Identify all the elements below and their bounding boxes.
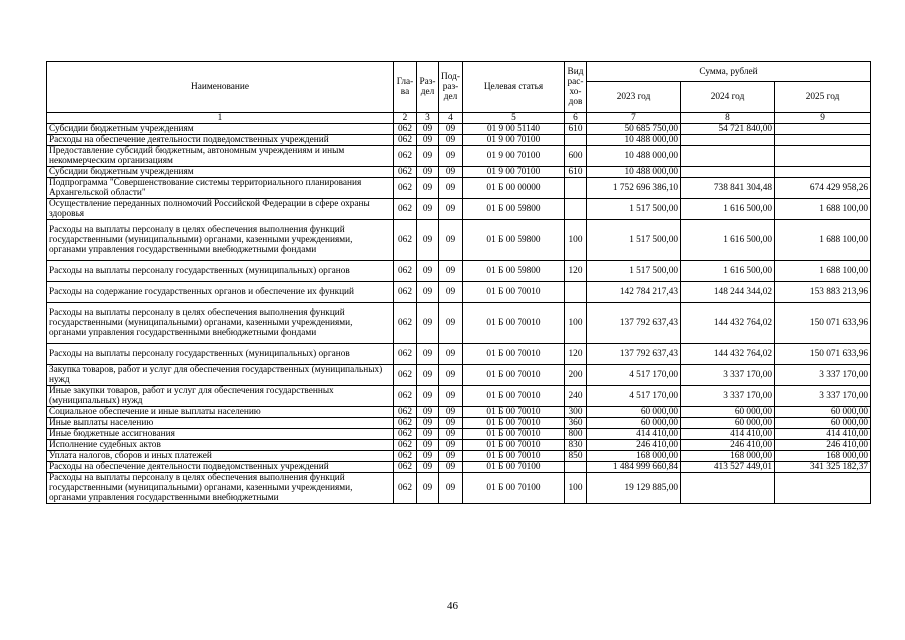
row-glava: 062 [394, 282, 417, 303]
row-podrazdel: 09 [439, 282, 463, 303]
row-vid: 800 [565, 429, 587, 440]
header-row-main [47, 62, 871, 82]
row-razdel: 09 [417, 440, 439, 451]
row-razdel: 09 [417, 282, 439, 303]
table-row [47, 440, 871, 451]
row-glava: 062 [394, 440, 417, 451]
row-sum-2024: 144 432 764,02 [681, 344, 775, 365]
row-celevaya: 01 9 00 70100 [463, 135, 565, 146]
header-razdel: Раз-дел [417, 62, 439, 113]
table-row [47, 473, 871, 504]
page-number: 46 [447, 600, 458, 612]
row-podrazdel: 09 [439, 386, 463, 407]
header-year-2024: 2024 год [681, 82, 775, 113]
row-sum-2023: 4 517 170,00 [587, 386, 681, 407]
row-sum-2024: 738 841 304,48 [681, 178, 775, 199]
header-glava: Гла-ва [394, 62, 417, 113]
table-row [47, 178, 871, 199]
row-podrazdel: 09 [439, 261, 463, 282]
table-row [47, 451, 871, 462]
row-sum-2025: 246 410,00 [775, 440, 871, 451]
column-number: 5 [463, 113, 565, 124]
row-podrazdel: 09 [439, 220, 463, 261]
row-celevaya: 01 Б 00 70010 [463, 344, 565, 365]
row-razdel: 09 [417, 418, 439, 429]
table-row [47, 386, 871, 407]
row-razdel: 09 [417, 451, 439, 462]
row-sum-2025 [775, 146, 871, 167]
row-razdel: 09 [417, 146, 439, 167]
row-vid: 610 [565, 124, 587, 135]
row-razdel: 09 [417, 178, 439, 199]
table-row [47, 429, 871, 440]
column-number: 7 [587, 113, 681, 124]
row-sum-2023: 137 792 637,43 [587, 303, 681, 344]
row-celevaya: 01 Б 00 70010 [463, 418, 565, 429]
row-vid: 360 [565, 418, 587, 429]
row-name: Закупка товаров, работ и услуг для обеспечения государственных (муниципальных) нужд [47, 365, 394, 386]
row-podrazdel: 09 [439, 440, 463, 451]
row-celevaya: 01 Б 00 59800 [463, 220, 565, 261]
row-glava: 062 [394, 167, 417, 178]
row-sum-2024 [681, 146, 775, 167]
row-razdel: 09 [417, 386, 439, 407]
row-celevaya: 01 Б 00 70100 [463, 473, 565, 504]
row-celevaya: 01 Б 00 70010 [463, 303, 565, 344]
row-razdel: 09 [417, 462, 439, 473]
row-glava: 062 [394, 199, 417, 220]
row-sum-2025: 674 429 958,26 [775, 178, 871, 199]
row-name: Иные закупки товаров, работ и услуг для обеспечения государственных (муниципальных) нужд [47, 386, 394, 407]
row-podrazdel: 09 [439, 462, 463, 473]
row-sum-2023: 168 000,00 [587, 451, 681, 462]
row-razdel: 09 [417, 344, 439, 365]
row-razdel: 09 [417, 124, 439, 135]
row-sum-2025: 414 410,00 [775, 429, 871, 440]
row-celevaya: 01 Б 00 00000 [463, 178, 565, 199]
row-sum-2023: 4 517 170,00 [587, 365, 681, 386]
row-razdel: 09 [417, 365, 439, 386]
row-razdel: 09 [417, 303, 439, 344]
row-vid: 200 [565, 365, 587, 386]
row-celevaya: 01 9 00 70100 [463, 167, 565, 178]
row-sum-2023: 137 792 637,43 [587, 344, 681, 365]
row-celevaya: 01 9 00 70100 [463, 146, 565, 167]
row-vid [565, 135, 587, 146]
row-name: Расходы на обеспечение деятельности подведомственных учреждений [47, 462, 394, 473]
row-podrazdel: 09 [439, 418, 463, 429]
row-sum-2024: 3 337 170,00 [681, 386, 775, 407]
row-sum-2024 [681, 473, 775, 504]
table-row [47, 462, 871, 473]
row-razdel: 09 [417, 135, 439, 146]
row-celevaya: 01 Б 00 70100 [463, 462, 565, 473]
row-sum-2025: 3 337 170,00 [775, 365, 871, 386]
table-row [47, 407, 871, 418]
row-sum-2024: 1 616 500,00 [681, 220, 775, 261]
column-number: 1 [47, 113, 394, 124]
row-name: Предоставление субсидий бюджетным, автономным учреждениям и иным некоммерческим организациям [47, 146, 394, 167]
row-sum-2023: 1 517 500,00 [587, 220, 681, 261]
table-row [47, 135, 871, 146]
row-sum-2025: 341 325 182,37 [775, 462, 871, 473]
row-sum-2024 [681, 167, 775, 178]
row-vid: 100 [565, 220, 587, 261]
row-vid [565, 282, 587, 303]
row-glava: 062 [394, 418, 417, 429]
table-row [47, 199, 871, 220]
row-celevaya: 01 Б 00 70010 [463, 429, 565, 440]
row-sum-2024: 144 432 764,02 [681, 303, 775, 344]
budget-table [46, 61, 871, 504]
column-number: 9 [775, 113, 871, 124]
row-sum-2024: 54 721 840,00 [681, 124, 775, 135]
row-razdel: 09 [417, 429, 439, 440]
row-glava: 062 [394, 220, 417, 261]
row-podrazdel: 09 [439, 473, 463, 504]
row-sum-2023: 1 517 500,00 [587, 261, 681, 282]
row-name: Социальное обеспечение и иные выплаты населению [47, 407, 394, 418]
row-celevaya: 01 Б 00 70010 [463, 282, 565, 303]
row-celevaya: 01 Б 00 59800 [463, 261, 565, 282]
row-sum-2023: 414 410,00 [587, 429, 681, 440]
row-podrazdel: 09 [439, 451, 463, 462]
row-sum-2023: 142 784 217,43 [587, 282, 681, 303]
row-glava: 062 [394, 451, 417, 462]
row-sum-2025: 150 071 633,96 [775, 344, 871, 365]
row-glava: 062 [394, 407, 417, 418]
table-row [47, 365, 871, 386]
row-sum-2025: 1 688 100,00 [775, 199, 871, 220]
row-celevaya: 01 Б 00 70010 [463, 440, 565, 451]
header-summa: Сумма, рублей [587, 62, 871, 82]
row-razdel: 09 [417, 261, 439, 282]
row-sum-2023: 60 000,00 [587, 407, 681, 418]
row-sum-2024: 168 000,00 [681, 451, 775, 462]
row-name: Осуществление переданных полномочий Российской Федерации в сфере охраны здоровья [47, 199, 394, 220]
row-sum-2024: 60 000,00 [681, 407, 775, 418]
row-glava: 062 [394, 462, 417, 473]
header-name: Наименование [47, 62, 394, 113]
row-sum-2023: 1 752 696 386,10 [587, 178, 681, 199]
row-sum-2024: 148 244 344,02 [681, 282, 775, 303]
row-razdel: 09 [417, 220, 439, 261]
row-sum-2023: 10 488 000,00 [587, 146, 681, 167]
row-sum-2025: 60 000,00 [775, 407, 871, 418]
row-name: Иные выплаты населению [47, 418, 394, 429]
row-celevaya: 01 Б 00 70010 [463, 407, 565, 418]
row-name: Расходы на выплаты персоналу государственных (муниципальных) органов [47, 261, 394, 282]
row-vid: 850 [565, 451, 587, 462]
row-vid [565, 199, 587, 220]
table-row [47, 261, 871, 282]
row-razdel: 09 [417, 407, 439, 418]
table-row [47, 418, 871, 429]
row-razdel: 09 [417, 167, 439, 178]
row-glava: 062 [394, 135, 417, 146]
row-glava: 062 [394, 261, 417, 282]
row-name: Исполнение судебных актов [47, 440, 394, 451]
column-number: 3 [417, 113, 439, 124]
header-year-2025: 2025 год [775, 82, 871, 113]
row-vid [565, 462, 587, 473]
row-vid: 100 [565, 473, 587, 504]
row-sum-2023: 50 685 750,00 [587, 124, 681, 135]
table-row [47, 344, 871, 365]
header-vid: Вид рас-хо-дов [565, 62, 587, 113]
row-podrazdel: 09 [439, 199, 463, 220]
row-sum-2025: 1 688 100,00 [775, 220, 871, 261]
row-glava: 062 [394, 344, 417, 365]
row-podrazdel: 09 [439, 167, 463, 178]
table-row [47, 146, 871, 167]
row-vid: 120 [565, 344, 587, 365]
table-row [47, 167, 871, 178]
column-number-row [47, 113, 871, 124]
row-sum-2025: 60 000,00 [775, 418, 871, 429]
row-sum-2023: 10 488 000,00 [587, 167, 681, 178]
row-podrazdel: 09 [439, 124, 463, 135]
row-podrazdel: 09 [439, 146, 463, 167]
row-celevaya: 01 Б 00 70010 [463, 386, 565, 407]
row-sum-2024 [681, 135, 775, 146]
row-name: Расходы на содержание государственных органов и обеспечение их функций [47, 282, 394, 303]
row-name: Расходы на выплаты персоналу в целях обеспечения выполнения функций государственными (муниципальными) органами, казенными учреждениями, органами управления государственными внебюджетными фондами [47, 220, 394, 261]
row-glava: 062 [394, 429, 417, 440]
row-name: Расходы на выплаты персоналу в целях обеспечения выполнения функций государственными (муниципальными) органами, казенными учреждениями, органами управления государственными внебюджетными фондами [47, 303, 394, 344]
row-vid: 830 [565, 440, 587, 451]
row-razdel: 09 [417, 199, 439, 220]
row-sum-2024: 413 527 449,01 [681, 462, 775, 473]
row-vid: 600 [565, 146, 587, 167]
row-glava: 062 [394, 303, 417, 344]
column-number: 4 [439, 113, 463, 124]
row-podrazdel: 09 [439, 429, 463, 440]
table-row [47, 220, 871, 261]
column-number: 8 [681, 113, 775, 124]
row-sum-2025: 3 337 170,00 [775, 386, 871, 407]
row-sum-2025 [775, 124, 871, 135]
row-name: Расходы на выплаты персоналу в целях обеспечения выполнения функций государственными (муниципальными) органами, казенными учреждениями, органами управления государственными внебюджетными [47, 473, 394, 504]
row-celevaya: 01 Б 00 70010 [463, 365, 565, 386]
row-vid: 610 [565, 167, 587, 178]
row-sum-2025: 168 000,00 [775, 451, 871, 462]
row-podrazdel: 09 [439, 135, 463, 146]
row-sum-2025: 150 071 633,96 [775, 303, 871, 344]
row-podrazdel: 09 [439, 178, 463, 199]
column-number: 6 [565, 113, 587, 124]
row-sum-2025 [775, 167, 871, 178]
row-sum-2024: 1 616 500,00 [681, 199, 775, 220]
row-celevaya: 01 Б 00 70010 [463, 451, 565, 462]
row-name: Расходы на обеспечение деятельности подведомственных учреждений [47, 135, 394, 146]
row-vid: 240 [565, 386, 587, 407]
row-name: Уплата налогов, сборов и иных платежей [47, 451, 394, 462]
row-name: Субсидии бюджетным учреждениям [47, 167, 394, 178]
row-name: Иные бюджетные ассигнования [47, 429, 394, 440]
row-sum-2023: 246 410,00 [587, 440, 681, 451]
row-glava: 062 [394, 473, 417, 504]
row-podrazdel: 09 [439, 344, 463, 365]
row-glava: 062 [394, 146, 417, 167]
table-row [47, 282, 871, 303]
row-celevaya: 01 Б 00 59800 [463, 199, 565, 220]
row-vid: 120 [565, 261, 587, 282]
row-sum-2023: 10 488 000,00 [587, 135, 681, 146]
row-glava: 062 [394, 386, 417, 407]
row-name: Подпрограмма "Совершенствование системы территориального планирования Архангельской области" [47, 178, 394, 199]
row-razdel: 09 [417, 473, 439, 504]
row-sum-2024: 3 337 170,00 [681, 365, 775, 386]
row-sum-2024: 60 000,00 [681, 418, 775, 429]
row-vid: 100 [565, 303, 587, 344]
row-sum-2023: 1 517 500,00 [587, 199, 681, 220]
header-podrazdel: Под-раз-дел [439, 62, 463, 113]
table-row [47, 303, 871, 344]
row-podrazdel: 09 [439, 407, 463, 418]
row-vid: 300 [565, 407, 587, 418]
row-name: Расходы на выплаты персоналу государственных (муниципальных) органов [47, 344, 394, 365]
row-sum-2025: 153 883 213,96 [775, 282, 871, 303]
row-sum-2025 [775, 135, 871, 146]
row-sum-2024: 414 410,00 [681, 429, 775, 440]
row-podrazdel: 09 [439, 365, 463, 386]
row-sum-2024: 1 616 500,00 [681, 261, 775, 282]
row-glava: 062 [394, 365, 417, 386]
row-sum-2025: 1 688 100,00 [775, 261, 871, 282]
row-sum-2023: 19 129 885,00 [587, 473, 681, 504]
row-name: Субсидии бюджетным учреждениям [47, 124, 394, 135]
header-year-2023: 2023 год [587, 82, 681, 113]
row-vid [565, 178, 587, 199]
row-sum-2025 [775, 473, 871, 504]
row-sum-2024: 246 410,00 [681, 440, 775, 451]
column-number: 2 [394, 113, 417, 124]
table-row [47, 124, 871, 135]
row-glava: 062 [394, 178, 417, 199]
row-sum-2023: 60 000,00 [587, 418, 681, 429]
row-glava: 062 [394, 124, 417, 135]
row-celevaya: 01 9 00 51140 [463, 124, 565, 135]
header-celevaya: Целевая статья [463, 62, 565, 113]
row-podrazdel: 09 [439, 303, 463, 344]
row-sum-2023: 1 484 999 660,84 [587, 462, 681, 473]
